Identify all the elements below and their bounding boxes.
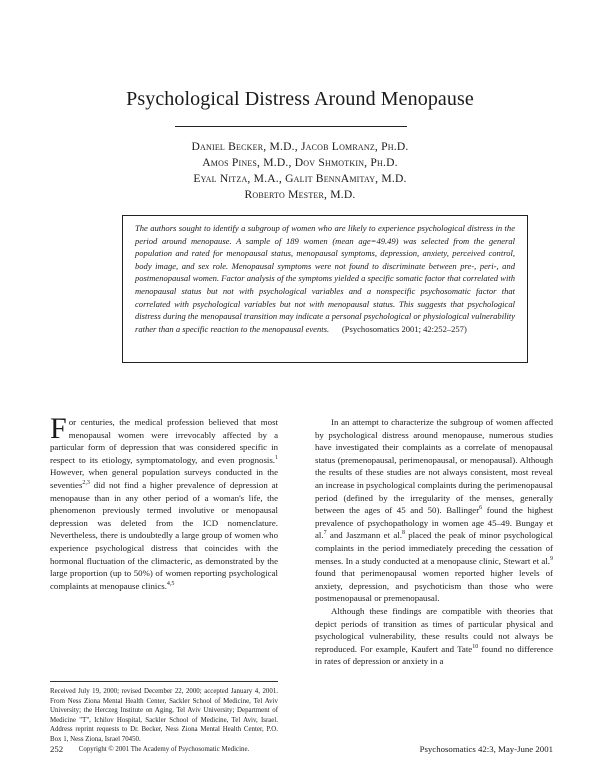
abstract-body-text: The authors sought to identify a subgroup of women who are likely to experience psychological distress in the period around menopause. A sample of 189 women (mean age=49.49) was selected from the general population and rated for menopausal status, menopausal symptoms, depression, anxiety, perceived control, body image, and sex role. Menopausal symptoms were not found to discriminate between pre-, peri-, and postmenopausal women. Factor analysis of the symptoms yielded a specific somatic factor that correlated with menopausal status but not with psychological variables and a nonspecific psychosomatic factor that correlated with psychological variables but not with menopausal status. This suggests that psychological distress during the menopausal transition may indicate a personal psychological or physiological vulnerability rather than a specific reaction to the menopausal events. bbox=[135, 223, 515, 334]
title-rule bbox=[175, 126, 407, 127]
body-text: and Jaszmann et al. bbox=[326, 530, 402, 541]
body-text: did not find a higher prevalence of depression at menopause than in any other period of a woman's life, the phenomenon previously termed involutive or menopausal depression was deleted from the ICD nomenclature. Nevertheless, there is undoubtedly a large group of women who experience psychological distress that coincides with the hormonal fluctuation of the climacteric, as demonstrated by the large proportion (up to 50%) of women reporting psychological complaints at menopause clinics. bbox=[50, 479, 278, 591]
body-text: In an attempt to characterize the subgroup of women affected by psychological distress around menopause, numerous studies have investigated their complaints as a correlate of menopausal status (premenopausal, perimenopausal, or menopausal). Although the results of these studies are not always consistent, most reveal an increase in psychological complaints during the perimenopausal period (defined by the irregularity of the menses, generally between the ages of 45 and 50). Ballinger bbox=[315, 417, 553, 516]
body-text: Although these findings are compatible with theories that depict periods of transition as times of particular physical and psychological vulnerability, these results could not always be reproduced. For example, Kaufert and Tate bbox=[315, 605, 553, 654]
abstract-citation: (Psychosomatics 2001; 42:252–257) bbox=[341, 323, 467, 334]
body-paragraph bbox=[50, 412, 278, 592]
author-list bbox=[0, 139, 600, 203]
body-text: found that perimenopausal women reported higher levels of anxiety, depression, and psychoticism than those who were postmenopausal or premenopausal. bbox=[315, 568, 553, 604]
abstract-text bbox=[135, 222, 515, 335]
body-text: placed the peak of minor psychological complaints in the period immediately preceding the cessation of menses. In a study conducted at a menopause clinic, Stewart et al. bbox=[315, 530, 553, 566]
reference-marker: 6 bbox=[479, 505, 483, 512]
footnote-text: Received July 19, 2000; revised December 22, 2000; accepted January 4, 2001. From Ness Ziona Mental Health Center, Sackler School of Medicine, Tel Aviv University; the Herczeg Institute on Aging, Tel Aviv University; Department of Medicine "T", Ichilov Hospital, Sackler School of Medicine, Tel Aviv, Israel. Address reprint requests to Dr. Becker, Ness Ziona Mental Health Center, P.O. Box 1, Ness Ziona, Israel 70450. bbox=[50, 688, 278, 743]
page-number: 252 bbox=[50, 744, 64, 754]
abstract-box bbox=[122, 215, 528, 363]
right-column bbox=[315, 416, 553, 668]
body-text: However, when general population surveys conducted in the seventies bbox=[50, 467, 278, 490]
article-footnote bbox=[50, 681, 278, 754]
copyright-notice: Copyright © 2001 The Academy of Psychosomatic Medicine. bbox=[78, 745, 250, 753]
reference-marker: 8 bbox=[401, 530, 405, 537]
reference-marker: 10 bbox=[472, 643, 479, 650]
author-line: Amos Pines, M.D., Dov Shmotkin, Ph.D. bbox=[202, 156, 398, 169]
body-text: or centuries, the medical profession believed that most menopausal women were irrevocably affected by a particular form of depression that was considered specific in respect to its etiology, symptomatology, and even prognosis. bbox=[50, 417, 278, 465]
reference-marker: 2,3 bbox=[82, 480, 90, 487]
left-column bbox=[50, 412, 278, 592]
body-paragraph bbox=[315, 605, 553, 668]
author-line: Eyal Nitza, M.A., Galit BennAmitay, M.D. bbox=[193, 172, 407, 185]
drop-cap: F bbox=[50, 412, 67, 445]
journal-reference: Psychosomatics 42:3, May-June 2001 bbox=[419, 744, 553, 754]
author-line: Roberto Mester, M.D. bbox=[244, 188, 356, 201]
author-line: Daniel Becker, M.D., Jacob Lomranz, Ph.D. bbox=[191, 140, 409, 153]
reference-marker: 9 bbox=[550, 555, 553, 562]
body-text: found no difference in rates of depression or anxiety in a bbox=[315, 643, 553, 667]
reference-marker: 7 bbox=[323, 530, 327, 537]
body-text: found the highest prevalence of psychopathology in women age 45–49. Bungay et al. bbox=[315, 505, 553, 541]
reference-marker: 1 bbox=[275, 454, 278, 461]
body-paragraph bbox=[315, 416, 553, 605]
article-title: Psychological Distress Around Menopause bbox=[126, 88, 474, 110]
reference-marker: 4,5 bbox=[166, 580, 175, 587]
